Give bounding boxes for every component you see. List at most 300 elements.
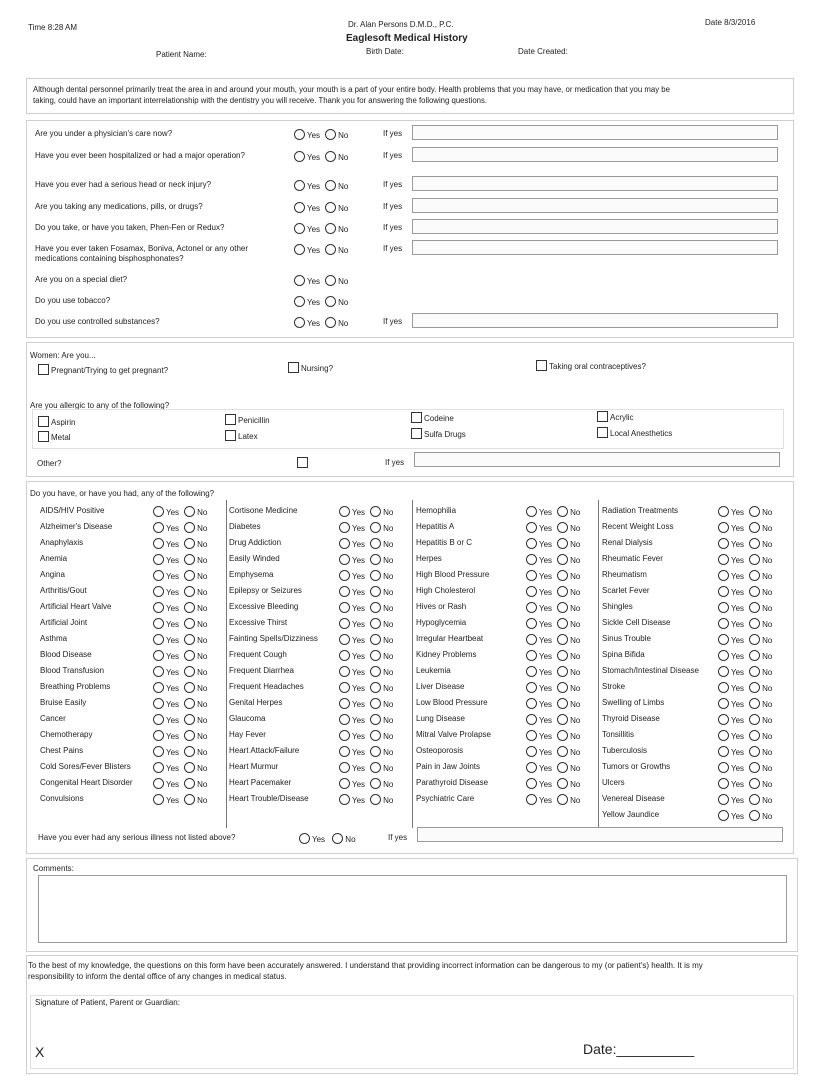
no-radio[interactable] bbox=[325, 202, 336, 213]
yes-radio[interactable] bbox=[294, 275, 305, 286]
condition-yes-no[interactable] bbox=[339, 730, 393, 741]
condition-yes-no[interactable] bbox=[526, 714, 580, 725]
yes-radio[interactable] bbox=[294, 202, 305, 213]
no-radio[interactable] bbox=[370, 506, 381, 517]
condition-yes-no[interactable] bbox=[153, 666, 207, 677]
serious-illness-yesno[interactable]: Yes No bbox=[299, 833, 356, 844]
condition-yes-no[interactable] bbox=[526, 570, 580, 581]
yes-radio[interactable] bbox=[339, 746, 350, 757]
condition-yes-no[interactable] bbox=[153, 586, 207, 597]
allergy-metal[interactable]: Metal bbox=[38, 431, 71, 442]
yes-radio[interactable] bbox=[718, 618, 729, 629]
condition-yes-no[interactable] bbox=[339, 682, 393, 693]
yes-radio[interactable] bbox=[294, 244, 305, 255]
no-radio[interactable] bbox=[184, 794, 195, 805]
no-radio[interactable] bbox=[370, 586, 381, 597]
yes-radio[interactable] bbox=[526, 602, 537, 613]
yes-radio[interactable] bbox=[718, 714, 729, 725]
no-radio[interactable] bbox=[749, 714, 760, 725]
no-radio[interactable] bbox=[557, 602, 568, 613]
yes-label: Yes bbox=[307, 298, 321, 307]
condition-yes-no[interactable] bbox=[718, 730, 772, 741]
condition-yes-no[interactable] bbox=[339, 586, 393, 597]
yes-radio[interactable] bbox=[718, 602, 729, 613]
yes-radio[interactable] bbox=[294, 296, 305, 307]
condition-yes-no[interactable] bbox=[339, 650, 393, 661]
yes-radio[interactable] bbox=[526, 506, 537, 517]
yes-radio[interactable] bbox=[153, 586, 164, 597]
yes-radio[interactable] bbox=[718, 554, 729, 565]
yes-radio[interactable] bbox=[153, 682, 164, 693]
yes-radio[interactable] bbox=[153, 762, 164, 773]
no-radio[interactable] bbox=[184, 778, 195, 789]
no-radio[interactable] bbox=[749, 730, 760, 741]
condition-yes-no[interactable] bbox=[718, 586, 772, 597]
no-radio[interactable] bbox=[184, 602, 195, 613]
yes-radio[interactable] bbox=[526, 554, 537, 565]
no-radio[interactable] bbox=[184, 506, 195, 517]
condition-yes-no[interactable] bbox=[526, 794, 580, 805]
if-yes-field[interactable] bbox=[412, 176, 778, 191]
no-radio[interactable] bbox=[557, 618, 568, 629]
sulfa-checkbox[interactable] bbox=[411, 428, 422, 439]
yes-radio[interactable] bbox=[339, 682, 350, 693]
condition-yes-no[interactable] bbox=[339, 506, 393, 517]
yes-radio[interactable] bbox=[339, 762, 350, 773]
no-radio[interactable] bbox=[749, 554, 760, 565]
yes-radio[interactable] bbox=[153, 794, 164, 805]
no-radio[interactable] bbox=[557, 570, 568, 581]
no-radio[interactable] bbox=[325, 275, 336, 286]
yes-radio[interactable] bbox=[526, 538, 537, 549]
condition-yes-no[interactable] bbox=[339, 778, 393, 789]
condition-yes-no[interactable] bbox=[339, 602, 393, 613]
yes-radio[interactable] bbox=[718, 698, 729, 709]
yes-radio[interactable] bbox=[526, 730, 537, 741]
no-radio[interactable] bbox=[557, 682, 568, 693]
yes-radio[interactable] bbox=[526, 618, 537, 629]
yes-radio[interactable] bbox=[526, 778, 537, 789]
condition-yes-no[interactable] bbox=[526, 634, 580, 645]
yes-radio[interactable] bbox=[339, 634, 350, 645]
no-radio[interactable] bbox=[370, 522, 381, 533]
yes-radio[interactable] bbox=[339, 650, 350, 661]
no-radio[interactable] bbox=[370, 714, 381, 725]
yes-radio[interactable] bbox=[294, 151, 305, 162]
no-radio[interactable] bbox=[557, 634, 568, 645]
condition-yes-no[interactable] bbox=[153, 698, 207, 709]
allergy-codeine[interactable]: Codeine bbox=[411, 412, 454, 423]
no-radio[interactable] bbox=[749, 602, 760, 613]
condition-yes-no[interactable] bbox=[526, 682, 580, 693]
codeine-checkbox[interactable] bbox=[411, 412, 422, 423]
no-radio[interactable] bbox=[749, 570, 760, 581]
no-radio[interactable] bbox=[370, 762, 381, 773]
condition-yes-no[interactable] bbox=[153, 538, 207, 549]
condition-yes-no[interactable] bbox=[526, 522, 580, 533]
condition-yes-no[interactable] bbox=[153, 794, 207, 805]
yes-radio[interactable] bbox=[526, 714, 537, 725]
condition-yes-no[interactable] bbox=[718, 538, 772, 549]
condition-yes-no[interactable] bbox=[153, 730, 207, 741]
condition-yes-no[interactable] bbox=[339, 634, 393, 645]
condition-yes-no[interactable] bbox=[339, 746, 393, 757]
condition-yes-no[interactable] bbox=[718, 778, 772, 789]
no-radio[interactable] bbox=[557, 554, 568, 565]
yes-radio[interactable] bbox=[526, 522, 537, 533]
condition-yes-no[interactable] bbox=[718, 714, 772, 725]
yes-radio[interactable] bbox=[339, 714, 350, 725]
yes-radio[interactable] bbox=[526, 682, 537, 693]
yes-no-group[interactable] bbox=[294, 317, 348, 328]
if-yes-field[interactable] bbox=[412, 125, 778, 140]
condition-yes-no[interactable] bbox=[526, 618, 580, 629]
condition-yes-no[interactable] bbox=[526, 778, 580, 789]
metal-checkbox[interactable] bbox=[38, 431, 49, 442]
condition-yes-no[interactable] bbox=[718, 794, 772, 805]
yes-radio[interactable] bbox=[718, 746, 729, 757]
allergy-acrylic[interactable]: Acrylic bbox=[597, 411, 634, 422]
aspirin-checkbox[interactable] bbox=[38, 416, 49, 427]
signature-x-mark: X bbox=[35, 1044, 45, 1060]
yes-radio[interactable] bbox=[526, 666, 537, 677]
yes-radio[interactable] bbox=[153, 650, 164, 661]
yes-radio[interactable] bbox=[526, 650, 537, 661]
no-radio[interactable] bbox=[325, 223, 336, 234]
yes-radio[interactable] bbox=[294, 317, 305, 328]
yes-radio[interactable] bbox=[153, 698, 164, 709]
condition-yes-no[interactable] bbox=[153, 682, 207, 693]
condition-yes-no[interactable] bbox=[718, 506, 772, 517]
yes-radio[interactable] bbox=[339, 666, 350, 677]
pregnant-checkbox[interactable] bbox=[38, 364, 49, 375]
condition-yes-no[interactable] bbox=[153, 602, 207, 613]
yes-radio[interactable] bbox=[339, 794, 350, 805]
no-radio[interactable] bbox=[749, 538, 760, 549]
yes-radio[interactable] bbox=[718, 538, 729, 549]
yes-radio[interactable] bbox=[526, 762, 537, 773]
yes-radio[interactable] bbox=[339, 506, 350, 517]
if-yes-field[interactable] bbox=[412, 219, 778, 234]
condition-yes-no[interactable] bbox=[526, 730, 580, 741]
no-label: No bbox=[570, 748, 581, 757]
yes-no-group[interactable] bbox=[294, 129, 348, 140]
yes-radio[interactable] bbox=[718, 586, 729, 597]
yes-radio[interactable] bbox=[153, 538, 164, 549]
no-radio[interactable] bbox=[557, 698, 568, 709]
yes-radio[interactable] bbox=[153, 618, 164, 629]
condition-yes-no[interactable] bbox=[526, 554, 580, 565]
yes-radio[interactable] bbox=[153, 570, 164, 581]
other-allergy-field[interactable] bbox=[414, 452, 780, 467]
no-radio[interactable] bbox=[370, 570, 381, 581]
yes-no-group[interactable] bbox=[294, 180, 348, 191]
yes-radio[interactable] bbox=[153, 522, 164, 533]
yes-radio[interactable] bbox=[718, 682, 729, 693]
no-radio[interactable] bbox=[557, 730, 568, 741]
no-radio[interactable] bbox=[749, 634, 760, 645]
no-radio[interactable] bbox=[370, 650, 381, 661]
yes-radio[interactable] bbox=[153, 666, 164, 677]
condition-yes-no[interactable] bbox=[718, 554, 772, 565]
yes-radio[interactable] bbox=[339, 570, 350, 581]
no-radio[interactable] bbox=[749, 762, 760, 773]
condition-yes-no[interactable] bbox=[718, 570, 772, 581]
no-radio[interactable] bbox=[749, 506, 760, 517]
no-radio[interactable] bbox=[557, 506, 568, 517]
contraceptives-checkbox[interactable] bbox=[536, 360, 547, 371]
no-radio[interactable] bbox=[184, 714, 195, 725]
yes-radio[interactable] bbox=[153, 634, 164, 645]
pregnant-option[interactable]: Pregnant/Trying to get pregnant? bbox=[38, 364, 168, 375]
yes-radio[interactable] bbox=[339, 538, 350, 549]
condition-yes-no[interactable] bbox=[718, 650, 772, 661]
condition-yes-no[interactable] bbox=[718, 810, 772, 821]
condition-yes-no[interactable] bbox=[339, 794, 393, 805]
yes-no-group[interactable] bbox=[294, 296, 348, 307]
yes-radio[interactable] bbox=[718, 794, 729, 805]
yes-no-group[interactable] bbox=[294, 275, 348, 286]
if-yes-field[interactable] bbox=[412, 313, 778, 328]
no-radio[interactable] bbox=[184, 762, 195, 773]
no-radio[interactable] bbox=[370, 618, 381, 629]
condition-yes-no[interactable] bbox=[718, 698, 772, 709]
no-radio[interactable] bbox=[557, 666, 568, 677]
no-radio[interactable] bbox=[184, 538, 195, 549]
condition-yes-no[interactable] bbox=[339, 538, 393, 549]
yes-radio[interactable] bbox=[718, 506, 729, 517]
no-radio[interactable] bbox=[370, 666, 381, 677]
yes-radio[interactable] bbox=[526, 570, 537, 581]
condition-yes-no[interactable] bbox=[526, 586, 580, 597]
condition-yes-no[interactable] bbox=[526, 698, 580, 709]
no-radio[interactable] bbox=[184, 634, 195, 645]
no-radio[interactable] bbox=[184, 682, 195, 693]
yes-radio[interactable] bbox=[339, 618, 350, 629]
no-radio[interactable] bbox=[325, 317, 336, 328]
no-radio[interactable] bbox=[749, 778, 760, 789]
no-radio[interactable] bbox=[557, 746, 568, 757]
no-radio[interactable] bbox=[184, 554, 195, 565]
comments-textarea[interactable] bbox=[38, 875, 787, 943]
yes-radio[interactable] bbox=[153, 730, 164, 741]
penicillin-checkbox[interactable] bbox=[225, 414, 236, 425]
yes-radio[interactable] bbox=[294, 129, 305, 140]
no-radio[interactable] bbox=[370, 634, 381, 645]
if-yes-field[interactable] bbox=[412, 240, 778, 255]
contraceptives-option[interactable]: Taking oral contraceptives? bbox=[536, 360, 646, 371]
condition-yes-no[interactable] bbox=[339, 554, 393, 565]
condition-yes-no[interactable] bbox=[526, 762, 580, 773]
yes-radio[interactable] bbox=[339, 730, 350, 741]
no-radio[interactable] bbox=[557, 586, 568, 597]
no-radio[interactable] bbox=[370, 698, 381, 709]
yes-radio[interactable] bbox=[526, 634, 537, 645]
condition-yes-no[interactable] bbox=[153, 506, 207, 517]
condition-yes-no[interactable] bbox=[718, 682, 772, 693]
condition-yes-no[interactable] bbox=[153, 762, 207, 773]
no-radio[interactable] bbox=[370, 682, 381, 693]
yes-radio[interactable] bbox=[526, 746, 537, 757]
yes-radio[interactable] bbox=[339, 778, 350, 789]
yes-radio[interactable] bbox=[153, 746, 164, 757]
no-radio[interactable] bbox=[749, 810, 760, 821]
condition-label: Blood Transfusion bbox=[40, 666, 105, 675]
yes-radio[interactable] bbox=[153, 602, 164, 613]
no-radio[interactable] bbox=[557, 522, 568, 533]
condition-yes-no[interactable] bbox=[718, 666, 772, 677]
no-radio[interactable] bbox=[184, 650, 195, 661]
no-radio[interactable] bbox=[749, 650, 760, 661]
local-anesthetics-checkbox[interactable] bbox=[597, 427, 608, 438]
no-radio[interactable] bbox=[184, 666, 195, 677]
no-radio[interactable] bbox=[370, 602, 381, 613]
allergy-penicillin[interactable]: Penicillin bbox=[225, 414, 270, 425]
yes-radio[interactable] bbox=[339, 698, 350, 709]
no-radio[interactable] bbox=[557, 538, 568, 549]
no-radio[interactable] bbox=[184, 746, 195, 757]
if-yes-field[interactable] bbox=[412, 198, 778, 213]
condition-yes-no[interactable] bbox=[718, 634, 772, 645]
yes-no-group[interactable] bbox=[294, 244, 348, 255]
no-radio[interactable] bbox=[749, 794, 760, 805]
serious-illness-field[interactable] bbox=[417, 827, 783, 842]
condition-yes-no[interactable] bbox=[153, 570, 207, 581]
allergy-sulfa[interactable]: Sulfa Drugs bbox=[411, 428, 466, 439]
no-radio[interactable] bbox=[184, 618, 195, 629]
nursing-checkbox[interactable] bbox=[288, 362, 299, 373]
condition-yes-no[interactable] bbox=[339, 762, 393, 773]
no-radio[interactable] bbox=[370, 794, 381, 805]
allergy-local-anesthetics[interactable]: Local Anesthetics bbox=[597, 427, 672, 438]
condition-yes-no[interactable] bbox=[339, 698, 393, 709]
yes-radio[interactable] bbox=[153, 714, 164, 725]
no-radio[interactable] bbox=[370, 746, 381, 757]
condition-yes-no[interactable] bbox=[153, 618, 207, 629]
no-radio[interactable] bbox=[557, 794, 568, 805]
condition-yes-no[interactable] bbox=[153, 522, 207, 533]
condition-yes-no[interactable] bbox=[339, 714, 393, 725]
yes-radio[interactable] bbox=[718, 762, 729, 773]
condition-yes-no[interactable] bbox=[718, 602, 772, 613]
yes-radio[interactable] bbox=[294, 180, 305, 191]
no-radio[interactable] bbox=[557, 778, 568, 789]
yes-radio[interactable] bbox=[153, 506, 164, 517]
yes-radio[interactable] bbox=[526, 794, 537, 805]
condition-yes-no[interactable] bbox=[526, 746, 580, 757]
yes-radio[interactable] bbox=[718, 570, 729, 581]
condition-yes-no[interactable] bbox=[153, 634, 207, 645]
serious-illness-yes-radio[interactable] bbox=[299, 833, 310, 844]
yes-radio[interactable] bbox=[339, 522, 350, 533]
yes-radio[interactable] bbox=[339, 554, 350, 565]
yes-no-group[interactable] bbox=[294, 202, 348, 213]
latex-checkbox[interactable] bbox=[225, 430, 236, 441]
condition-yes-no[interactable] bbox=[339, 522, 393, 533]
no-radio[interactable] bbox=[749, 682, 760, 693]
no-radio[interactable] bbox=[749, 618, 760, 629]
no-radio[interactable] bbox=[325, 180, 336, 191]
no-radio[interactable] bbox=[749, 746, 760, 757]
allergy-aspirin[interactable]: Aspirin bbox=[38, 416, 75, 427]
no-radio[interactable] bbox=[557, 650, 568, 661]
yes-radio[interactable] bbox=[718, 666, 729, 677]
condition-yes-no[interactable] bbox=[153, 778, 207, 789]
yes-radio[interactable] bbox=[718, 650, 729, 661]
yes-radio[interactable] bbox=[718, 810, 729, 821]
other-allergy-checkbox[interactable] bbox=[297, 457, 308, 468]
yes-radio[interactable] bbox=[339, 586, 350, 597]
yes-radio[interactable] bbox=[718, 778, 729, 789]
allergy-latex[interactable]: Latex bbox=[225, 430, 258, 441]
no-radio[interactable] bbox=[370, 538, 381, 549]
condition-yes-no[interactable] bbox=[526, 538, 580, 549]
yes-radio[interactable] bbox=[718, 634, 729, 645]
no-radio[interactable] bbox=[325, 129, 336, 140]
no-radio[interactable] bbox=[370, 730, 381, 741]
no-radio[interactable] bbox=[325, 296, 336, 307]
condition-yes-no[interactable] bbox=[526, 506, 580, 517]
no-radio[interactable] bbox=[184, 570, 195, 581]
condition-yes-no[interactable] bbox=[153, 650, 207, 661]
condition-yes-no[interactable] bbox=[339, 570, 393, 581]
no-radio[interactable] bbox=[749, 586, 760, 597]
yes-radio[interactable] bbox=[153, 778, 164, 789]
yes-no-group[interactable] bbox=[294, 223, 348, 234]
yes-no-group[interactable] bbox=[294, 151, 348, 162]
no-radio[interactable] bbox=[749, 522, 760, 533]
no-radio[interactable] bbox=[184, 730, 195, 741]
condition-label: Lung Disease bbox=[416, 714, 465, 723]
no-radio[interactable] bbox=[370, 554, 381, 565]
no-radio[interactable] bbox=[557, 762, 568, 773]
condition-yes-no[interactable] bbox=[526, 602, 580, 613]
yes-radio[interactable] bbox=[718, 730, 729, 741]
acrylic-checkbox[interactable] bbox=[597, 411, 608, 422]
no-radio[interactable] bbox=[184, 522, 195, 533]
no-radio[interactable] bbox=[749, 698, 760, 709]
condition-yes-no[interactable] bbox=[339, 618, 393, 629]
yes-radio[interactable] bbox=[526, 698, 537, 709]
yes-radio[interactable] bbox=[153, 554, 164, 565]
condition-yes-no[interactable] bbox=[718, 746, 772, 757]
condition-yes-no[interactable] bbox=[339, 666, 393, 677]
condition-yes-no[interactable] bbox=[153, 554, 207, 565]
yes-radio[interactable] bbox=[526, 586, 537, 597]
yes-radio[interactable] bbox=[294, 223, 305, 234]
no-radio[interactable] bbox=[557, 714, 568, 725]
no-radio[interactable] bbox=[184, 698, 195, 709]
condition-yes-no[interactable] bbox=[153, 714, 207, 725]
no-radio[interactable] bbox=[184, 586, 195, 597]
no-radio[interactable] bbox=[325, 151, 336, 162]
nursing-option[interactable]: Nursing? bbox=[288, 362, 333, 373]
serious-illness-no-radio[interactable] bbox=[332, 833, 343, 844]
condition-yes-no[interactable] bbox=[718, 522, 772, 533]
no-radio[interactable] bbox=[370, 778, 381, 789]
condition-yes-no[interactable] bbox=[718, 762, 772, 773]
condition-yes-no[interactable] bbox=[718, 618, 772, 629]
no-radio[interactable] bbox=[749, 666, 760, 677]
signature-date[interactable]: Date:__________ bbox=[583, 1041, 695, 1057]
condition-yes-no[interactable] bbox=[526, 650, 580, 661]
no-radio[interactable] bbox=[325, 244, 336, 255]
condition-yes-no[interactable] bbox=[526, 666, 580, 677]
condition-yes-no[interactable] bbox=[153, 746, 207, 757]
yes-radio[interactable] bbox=[339, 602, 350, 613]
if-yes-field[interactable] bbox=[412, 147, 778, 162]
yes-radio[interactable] bbox=[718, 522, 729, 533]
